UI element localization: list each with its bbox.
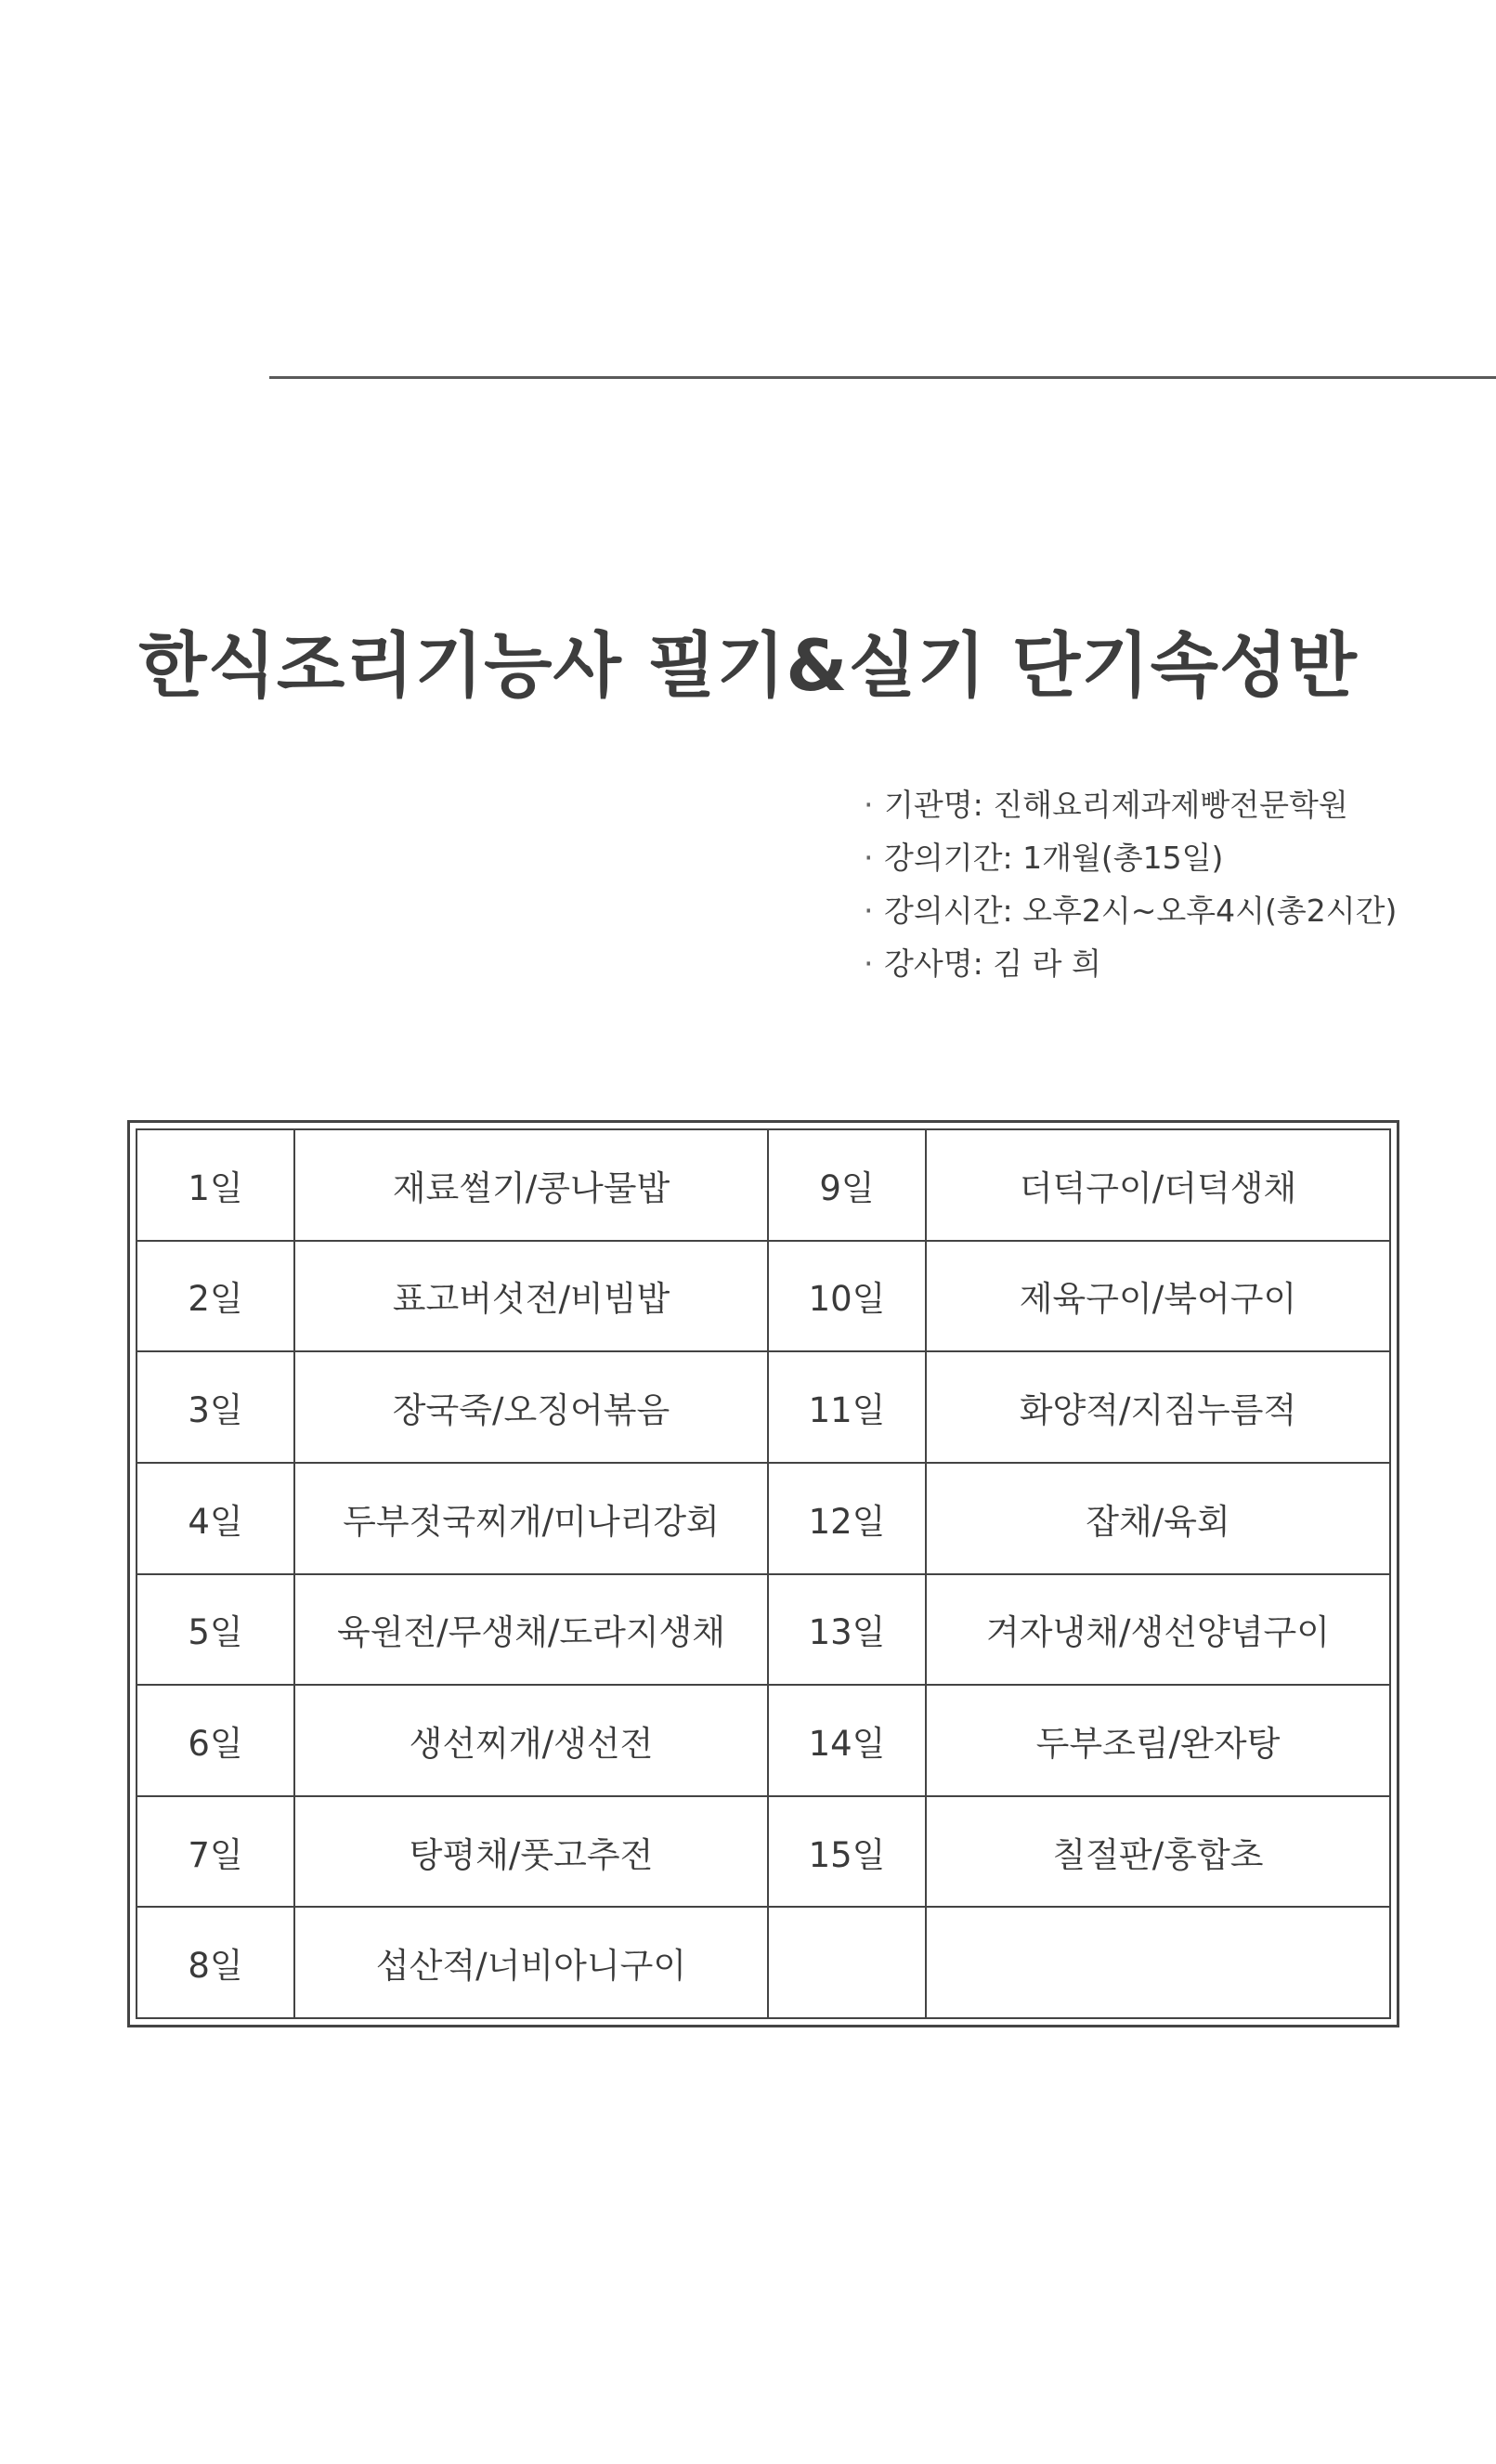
day-cell: 8일 xyxy=(137,1907,294,2018)
empty-day-cell xyxy=(768,1907,926,2018)
menu-cell: 섭산적/너비아니구이 xyxy=(294,1907,768,2018)
table-row xyxy=(137,1129,1390,1241)
course-info-list xyxy=(864,778,1397,990)
day-cell: 3일 xyxy=(137,1351,294,1463)
menu-cell: 칠절판/홍합초 xyxy=(926,1796,1390,1908)
schedule-table-frame xyxy=(127,1120,1399,2027)
menu-cell: 육원전/무생채/도라지생채 xyxy=(294,1574,768,1686)
info-text: 강의시간: 오후2시~오후4시(총2시간) xyxy=(884,893,1398,929)
bullet-icon: · xyxy=(864,945,874,982)
day-cell: 15일 xyxy=(768,1796,926,1908)
info-instructor xyxy=(864,937,1397,990)
menu-cell: 장국죽/오징어볶음 xyxy=(294,1351,768,1463)
table-row xyxy=(137,1685,1390,1796)
day-cell: 5일 xyxy=(137,1574,294,1686)
menu-cell: 재료썰기/콩나물밥 xyxy=(294,1129,768,1241)
page-title: 한식조리기능사 필기&실기 단기속성반 xyxy=(138,623,1358,707)
menu-cell: 화양적/지짐누름적 xyxy=(926,1351,1390,1463)
day-cell: 11일 xyxy=(768,1351,926,1463)
bullet-icon: · xyxy=(864,787,874,823)
table-row xyxy=(137,1907,1390,2018)
menu-cell: 두부조림/완자탕 xyxy=(926,1685,1390,1796)
day-cell: 1일 xyxy=(137,1129,294,1241)
menu-cell: 생선찌개/생선전 xyxy=(294,1685,768,1796)
menu-cell: 겨자냉채/생선양념구이 xyxy=(926,1574,1390,1686)
day-cell: 12일 xyxy=(768,1463,926,1574)
day-cell: 10일 xyxy=(768,1241,926,1352)
bullet-icon: · xyxy=(864,840,874,876)
table-row xyxy=(137,1463,1390,1574)
table-row xyxy=(137,1574,1390,1686)
info-institution xyxy=(864,778,1397,831)
menu-cell: 제육구이/북어구이 xyxy=(926,1241,1390,1352)
bullet-icon: · xyxy=(864,893,874,929)
table-row xyxy=(137,1351,1390,1463)
info-text: 강의기간: 1개월(총15일) xyxy=(884,840,1224,876)
day-cell: 2일 xyxy=(137,1241,294,1352)
table-row xyxy=(137,1241,1390,1352)
menu-cell: 두부젓국찌개/미나리강회 xyxy=(294,1463,768,1574)
menu-cell: 표고버섯전/비빔밥 xyxy=(294,1241,768,1352)
menu-cell: 탕평채/풋고추전 xyxy=(294,1796,768,1908)
top-divider-line xyxy=(269,376,1496,379)
day-cell: 14일 xyxy=(768,1685,926,1796)
info-text: 기관명: 진해요리제과제빵전문학원 xyxy=(884,787,1348,823)
info-time xyxy=(864,884,1397,937)
info-period xyxy=(864,831,1397,884)
menu-cell: 잡채/육회 xyxy=(926,1463,1390,1574)
day-cell: 7일 xyxy=(137,1796,294,1908)
info-text: 강사명: 김 라 희 xyxy=(884,945,1101,982)
day-cell: 6일 xyxy=(137,1685,294,1796)
day-cell: 13일 xyxy=(768,1574,926,1686)
empty-menu-cell xyxy=(926,1907,1390,2018)
schedule-table xyxy=(136,1128,1391,2019)
day-cell: 9일 xyxy=(768,1129,926,1241)
table-row xyxy=(137,1796,1390,1908)
menu-cell: 더덕구이/더덕생채 xyxy=(926,1129,1390,1241)
day-cell: 4일 xyxy=(137,1463,294,1574)
